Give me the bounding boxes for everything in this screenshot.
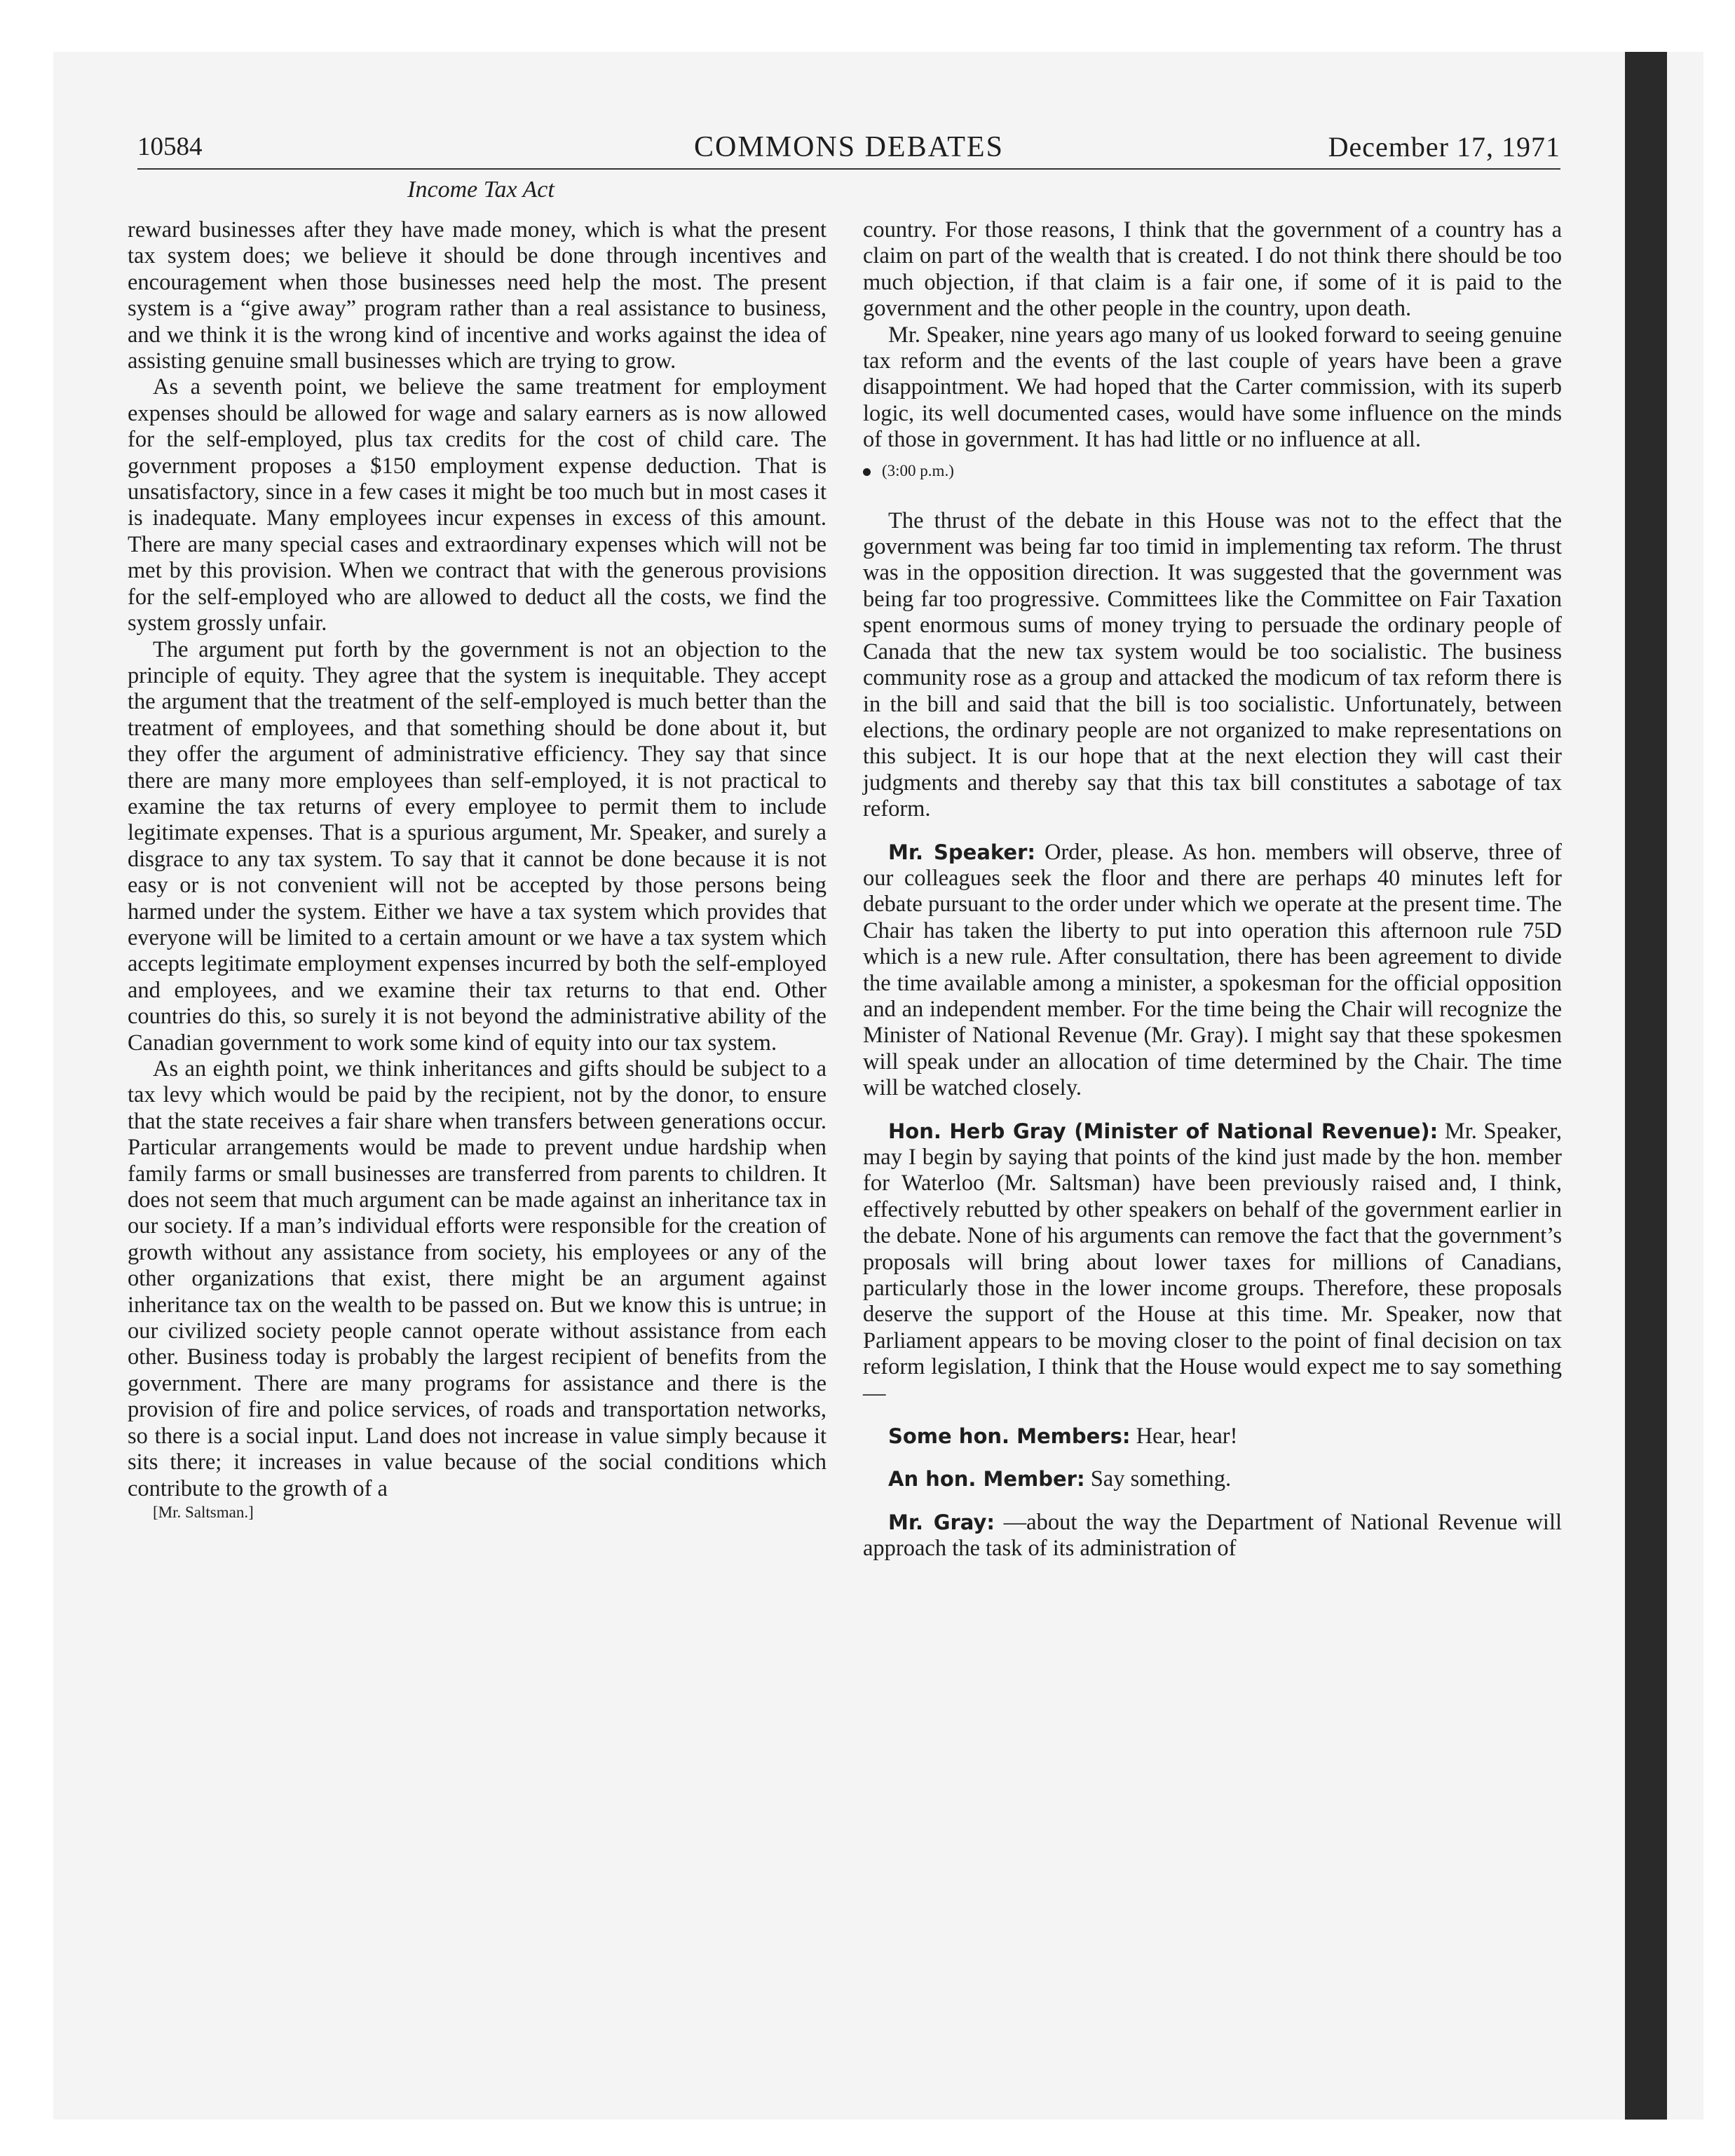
- speech-mr-speaker: [863, 840, 1562, 1102]
- page-number: 10584: [137, 132, 203, 161]
- time-marker-text: (3:00 p.m.): [882, 461, 954, 479]
- paragraph: As a seventh point, we believe the same treatment for employment expenses should be allowed for wage and salary earners as is now allowed for the self-employed, plus tax credits for the cost of child care. The government proposes a $150 employment expense deduction. That is unsatisfactory, since in a few cases it might be too much but in most cases it is inadequate. Many employees incur expenses in excess of this amount. There are many special cases and extraordinary expenses which will not be met by this provision. When we contract that with the generous provisions for the self-employed who are allowed to deduct all the costs, we find the system grossly unfair.: [128, 374, 826, 636]
- page-header: [137, 129, 1560, 170]
- speech-text: Hear, hear!: [1136, 1424, 1238, 1449]
- scan-edge-shadow: [1625, 52, 1667, 2120]
- paragraph: The argument put forth by the government is not an objection to the principle of equity. They agree that the system is inequitable. They accept the argument that the treatment of the self-employed is much better than the treatment of employees, and that something should be done about it, but they offer the argument of administrative efficiency. They say that since there are many more employees than self-employed, it is not practical to examine the tax returns of every employee to permit them to include legitimate expenses. That is a spurious argument, Mr. Speaker, and surely a disgrace to any tax system. To say that it cannot be done because it is not easy or is not convenient will not be accepted by those persons being harmed under the system. Either we have a tax system which provides that everyone will be limited to a certain amount or we have a tax system which accepts legitimate employment expenses incurred by both the self-employed and employees, and we examine their tax returns to that end. Other countries do this, so surely it is not beyond the administrative ability of the Canadian government to work some kind of equity into our tax system.: [128, 636, 826, 1056]
- speaker-attribution: [Mr. Saltsman.]: [153, 1503, 254, 1521]
- speech-text: Order, please. As hon. members will observe, three of our colleagues seek the floor and there are perhaps 40 minutes left for debate pursuant to the order under which we operate at the present time. The Chair has taken the liberty to put into operation this afternoon rule 75D which is a new rule. After consultation, there has been agreement to divide the time available among a minister, a spokesman for the official opposition and an independent member. For the time being the Chair will recognize the Minister of National Revenue (Mr. Gray). I might say that these spokesmen will speak under an allocation of time determined by the Chair. The time will be watched closely.: [863, 839, 1562, 1101]
- paragraph: As an eighth point, we think inheritances and gifts should be subject to a tax levy which would be paid by the recipient, not by the donor, to ensure that the state receives a fair share when transfers between generations occur. Particular arrangements would be made to prevent undue hardship when family farms or small businesses are transferred from parents to children. It does not seem that much argument can be made against an inheritance tax in our society. If a man’s individual efforts were responsible for the creation of growth without any assistance from society, his employees or any of the other organizations that exist, there might be an argument against inheritance tax on the wealth to be passed on. But we know this is untrue; in our civilized society people cannot operate without assistance from each other. Business today is probably the largest recipient of benefits from the government. There are many programs for assistance and there is the provision of fire and police services, of roads and transportation networks, so there is a social input. Land does not increase in value simply because it sits there; it increases in value because of the social conditions which contribute to the growth of a: [128, 1056, 826, 1501]
- paragraph: country. For those reasons, I think that the government of a country has a claim on part of the wealth that is created. I do not think there should be too much objection, if that claim is a fair one, if some of it is paid to the government and the other people in the country, upon death.: [863, 217, 1562, 322]
- bullet-icon: [863, 468, 871, 476]
- speech-text: Say something.: [1090, 1466, 1232, 1492]
- speech-some-members: [863, 1424, 1562, 1449]
- left-column: [128, 217, 826, 1523]
- speech-mr-gray: [863, 1510, 1562, 1562]
- speech-text: Mr. Speaker, may I begin by saying that points of the kind just made by the hon. member for Waterloo (Mr. Saltsman) have been previously raised and, I think, effectively rebutted by other speakers on behalf of the government earlier in the debate. None of his arguments can remove the fact that the government’s proposals will bring about lower taxes for millions of Canadians, particularly those in the lower income groups. Therefore, these proposals deserve the support of the House at this time. Mr. Speaker, now that Parliament appears to be moving closer to the point of final decision on tax reform legislation, I think that the House would expect me to say something—: [863, 1118, 1562, 1406]
- speaker-name: Mr. Gray:: [888, 1510, 995, 1534]
- speaker-name: Hon. Herb Gray (Minister of National Revenue):: [888, 1119, 1438, 1143]
- paragraph: Mr. Speaker, nine years ago many of us looked forward to seeing genuine tax reform and the events of the last couple of years have been a grave disappointment. We had hoped that the Carter commission, with its superb logic, its well documented cases, would have some influence on the minds of those in government. It has had little or no influence at all.: [863, 322, 1562, 453]
- speaker-name: Some hon. Members:: [888, 1424, 1131, 1449]
- running-head: Income Tax Act: [407, 177, 554, 203]
- publication-title: COMMONS DEBATES: [694, 131, 1004, 163]
- speech-hon-member: [863, 1466, 1562, 1492]
- speech-text: —about the way the Department of National Revenue will approach the task of its administration of: [863, 1509, 1563, 1562]
- speaker-name: Mr. Speaker:: [888, 840, 1035, 864]
- paragraph: The thrust of the debate in this House was not to the effect that the government was being far too timid in implementing tax reform. The thrust was in the opposition direction. It was suggested that the government was being far too progressive. Committees like the Committee on Fair Taxation spent enormous sums of money trying to persuade the ordinary people of Canada that the new tax system would be too socialistic. The business community rose as a group and attacked the modicum of tax reform there is in the bill and said that the bill is too socialistic. Unfortunately, between elections, the ordinary people are not organized to make representations on this subject. It is our hope that at the next election they will cast their judgments and thereby say that this tax bill constitutes a sabotage of tax reform.: [863, 507, 1562, 822]
- publication-date: December 17, 1971: [1328, 131, 1560, 163]
- speech-herb-gray: [863, 1119, 1562, 1407]
- right-column: [863, 217, 1562, 1562]
- time-marker: [863, 460, 1562, 482]
- speaker-name: An hon. Member:: [888, 1467, 1085, 1492]
- paragraph: reward businesses after they have made money, which is what the present tax system does; we believe it should be done through incentives and encouragement when those businesses need help the most. The present system is a “give away” program rather than a real assistance to business, and we think it is the wrong kind of incentive and works against the idea of assisting genuine small businesses which are trying to grow.: [128, 217, 826, 374]
